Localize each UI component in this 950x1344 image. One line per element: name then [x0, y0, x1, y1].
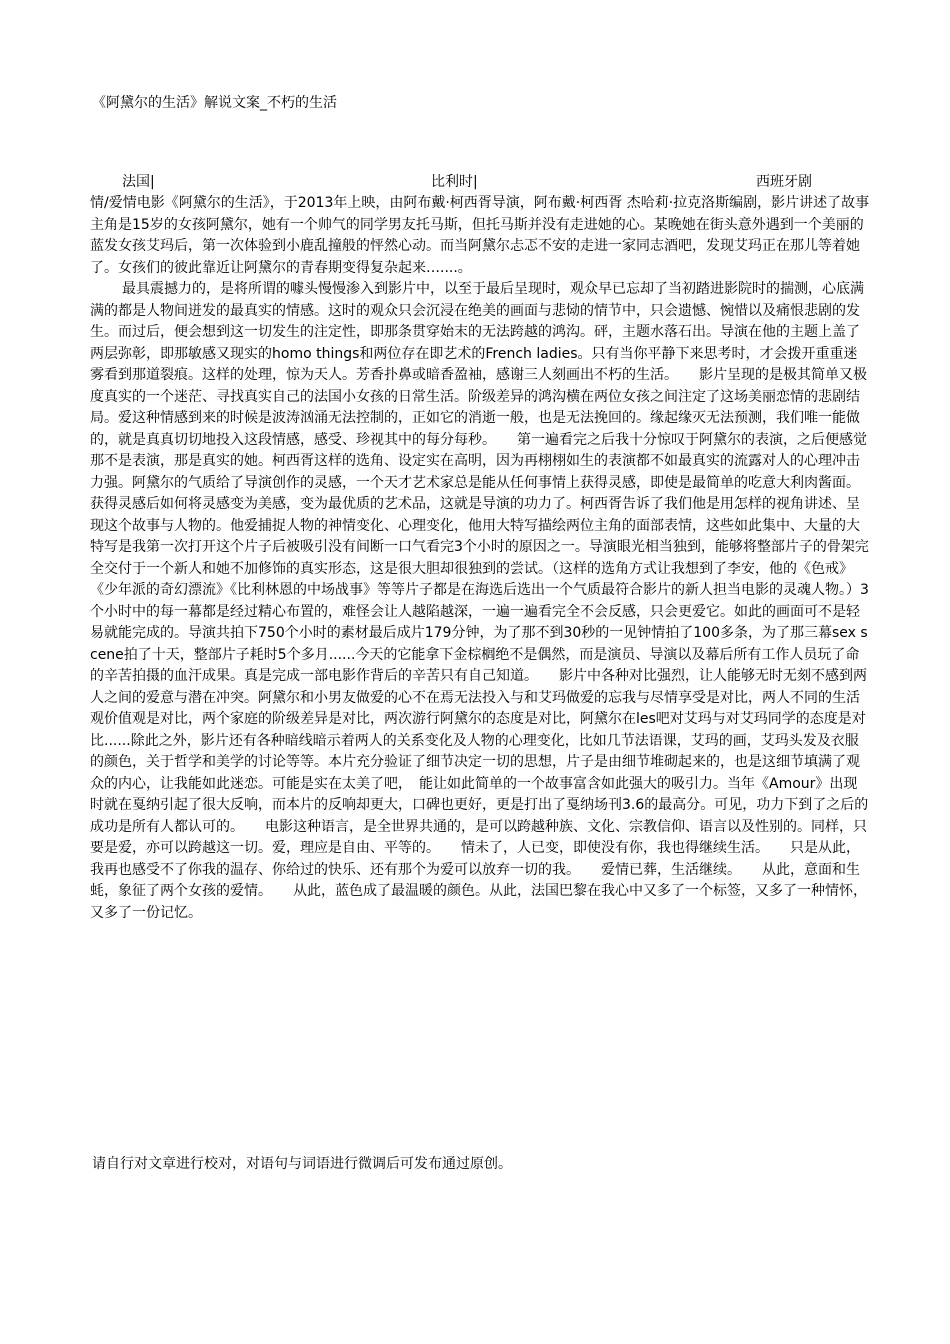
country-belgium: 比利时|: [431, 174, 478, 190]
country-spain: 西班牙剧: [756, 174, 812, 190]
paragraph-review: 最具震撼力的，是将所谓的噱头慢慢渗入到影片中，以至于最后呈现时，观众早已忘却了当初踏进影院时的揣测，心底满满的都是人物间迸发的最真实的情感。这时的观众只会沉浸在绝美的画面与悲恸的情节中，只会遗憾、惋惜以及痛恨悲剧的发生。而过后，便会想到这一切发生的注定性，即那条贯穿始末的无法跨越的鸿沟。砰，主题水落石出。导演在他的主题上盖了两层弥彰，即那敏感又现实的homo things和两位存在即艺术的French ladies。只有当你平静下来思考时，才会拨开重重迷雾看到那道裂痕。这样的处理，惊为天人。芳香扑鼻或暗香盈袖，感谢三人刻画出不朽的生活。 影片呈现的是极其简单又极度真实的一个迷茫、寻找真实自己的法国小女孩的日常生活。阶级差异的鸿沟横在两位女孩之间注定了这场美丽恋情的悲剧结局。爱这种情感到来的时候是波涛汹涌无法控制的，正如它的消逝一般，也是无法挽回的。缘起缘灭无法预测，我们唯一能做的，就是真真切切地投入这段情感，感受、珍视其中的每分每秒。 第一遍看完之后我十分惊叹于阿黛尔的表演，之后便感觉那不是表演，那是真实的她。柯西胥这样的选角、设定实在高明，因为再栩栩如生的表演都不如最真实的流露对人的心理冲击力强。阿黛尔的气质给了导演创作的灵感，一个天才艺术家总是能从任何事情上获得灵感，即使是最简单的吃意大利肉酱面。获得灵感后如何将灵感变为美感，变为最优质的艺术品，这就是导演的功力了。柯西胥告诉了我们他是用怎样的视角讲述、呈现这个故事与人物的。他爱捕捉人物的神情变化、心理变化，他用大特写描绘两位主角的面部表情，这些如此集中、大量的大特写是我第一次打开这个片子后被吸引没有间断一口气看完3个小时的原因之一。导演眼光相当独到，能够将整部片子的骨架完全交付于一个新人和她不加修饰的真实形态，这是很大胆却很独到的尝试。（这样的选角方式让我想到了李安，他的《色戒》《少年派的奇幻漂流》《比利林恩的中场战事》等等片子都是在海选后选出一个气质最符合影片的新人担当电影的灵魂人物。）3个小时中的每一幕都是经过精心布置的，难怪会让人越陷越深，一遍一遍看完全不会反感，只会更爱它。如此的画面可不是轻易就能完成的。导演共拍下750个小时的素材最后成片179分钟，为了那不到30秒的一见钟情拍了100多条，为了那三幕sex scene拍了十天，整部片子耗时5个多月......今天的它能拿下金棕榈绝不是偶然，而是演员、导演以及幕后所有工作人员玩了命的辛苦拍摄的血汗成果。真是完成一部电影作背后的辛苦只有自己知道。 影片中各种对比强烈，让人能够无时无刻不感到两人之间的爱意与潜在冲突。阿黛尔和小男友做爱的心不在焉无法投入与和艾玛做爱的忘我与尽情享受是对比，两人不同的生活观价值观是对比，两个家庭的阶级差异是对比，两次游行阿黛尔的态度是对比，阿黛尔在les吧对艾玛与对艾玛同学的态度是对比......除此之外，影片还有各种暗线暗示着两人的关系变化及人物的心理变化，比如几节法语课，艾玛的画，艾玛头发及衣服的颜色，关于哲学和美学的讨论等等。本片充分验证了细节决定一切的思想，片子是由细节堆砌起来的，也是这细节填满了观众的内心，让我能如此迷恋。可能是实在太美了吧， 能让如此简单的一个故事富含如此强大的吸引力。当年《Amour》出现时就在戛纳引起了很大反响，而本片的反响却更大，口碑也更好，更是打出了戛纳场刊3.6的最高分。可见，功力下到了之后的成功是所有人都认可的。 电影这种语言，是全世界共通的，是可以跨越种族、文化、宗教信仰、语言以及性别的。同样，只要是爱，亦可以跨越这一切。爱，理应是自由、平等的。 情未了，人已变，即使没有你，我也得继续生活。 只是从此，我再也感受不了你我的温存、你给过的快乐、还有那个为爱可以放弃一切的我。 爱情已葬，生活继续。 从此，意面和生蚝，象征了两个女孩的爱情。 从此，蓝色成了最温暖的颜色。从此，法国巴黎在我心中又多了一个标签，又多了一种情怀，又多了一份记忆。: [90, 281, 869, 921]
footer-note: 请自行对文章进行校对，对语句与词语进行微调后可发布通过原创。: [92, 1156, 512, 1172]
article-body: [90, 193, 870, 924]
paragraph-intro: 情/爱情电影《阿黛尔的生活》，于2013年上映，由阿布戴·柯西胥导演，阿布戴·柯西胥 杰哈莉·拉克洛斯编剧，影片讲述了故事主角是15岁的女孩阿黛尔，她有一个帅气的同学男友托马斯，但托马斯并没有走进她的心。某晚她在街头意外遇到一个美丽的蓝发女孩艾玛后，第一次体验到小鹿乱撞般的怦然心动。而当阿黛尔忐忑不安的走进一家同志酒吧，发现艾玛正在那儿等着她了。女孩们的彼此靠近让阿黛尔的青春期变得复杂起来…....。: [90, 195, 870, 276]
country-france: 法国|: [122, 174, 155, 190]
country-row: [92, 172, 868, 192]
document-title: 《阿黛尔的生活》解说文案_不朽的生活: [92, 95, 337, 111]
